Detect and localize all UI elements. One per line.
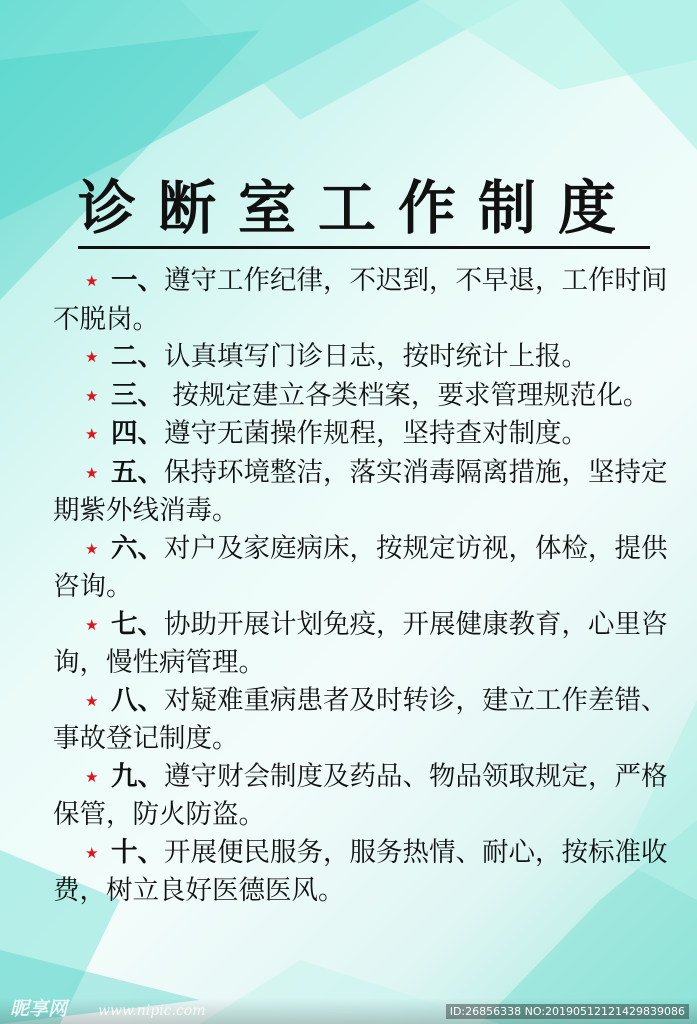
rule-text: 开展便民服务，服务热情、耐心，按标准收费，树立良好医德医风。 bbox=[53, 836, 668, 906]
rule-item bbox=[53, 530, 679, 606]
rule-number: 三、 bbox=[111, 379, 164, 411]
rule-number: 九、 bbox=[111, 760, 164, 792]
red-star-icon: ★ bbox=[85, 348, 99, 366]
rule-item bbox=[53, 338, 679, 377]
red-star-icon: ★ bbox=[85, 463, 99, 482]
red-star-icon: ★ bbox=[85, 843, 99, 862]
rule-text: 对户及家庭病床，按规定访视，体检，提供咨询。 bbox=[53, 532, 668, 602]
rule-item bbox=[53, 262, 679, 338]
rule-text: 遵守无菌操作规程，坚持查对制度。 bbox=[164, 418, 588, 449]
watermark-logo: 昵享网 bbox=[10, 998, 68, 1020]
page-title: 诊断室工作制度 bbox=[78, 174, 639, 242]
red-star-icon: ★ bbox=[85, 386, 99, 405]
rule-number: 五、 bbox=[111, 456, 164, 488]
rule-item bbox=[53, 415, 679, 454]
watermark-bar bbox=[0, 998, 697, 1024]
rule-number: 一、 bbox=[111, 265, 164, 296]
rule-text: 协助开展计划免疫，开展健康教育，心里咨询，慢性病管理。 bbox=[53, 608, 668, 678]
rule-text: 保持环境整洁，落实消毒隔离措施，坚持定期紫外线消毒。 bbox=[53, 456, 668, 526]
red-star-icon: ★ bbox=[85, 767, 99, 786]
rule-number: 二、 bbox=[111, 341, 164, 372]
rule-text: 遵守工作纪律，不迟到，不早退，工作时间不脱岗。 bbox=[53, 265, 668, 335]
rule-number: 八、 bbox=[111, 684, 164, 716]
rule-text: 遵守财会制度及药品、物品领取规定，严格保管，防火防盗。 bbox=[53, 760, 668, 830]
rule-number: 十、 bbox=[111, 836, 164, 868]
rule-item bbox=[53, 758, 679, 834]
red-star-icon: ★ bbox=[85, 425, 99, 443]
watermark-url: www.nipic.com bbox=[98, 1003, 206, 1019]
rule-text: 对疑难重病患者及时转诊，建立工作差错、事故登记制度。 bbox=[53, 684, 668, 754]
rule-item bbox=[53, 682, 679, 758]
rule-number: 四、 bbox=[111, 418, 164, 449]
red-star-icon: ★ bbox=[85, 539, 99, 558]
rule-text: 按规定建立各类档案，要求管理规范化。 bbox=[164, 379, 650, 411]
rules-list bbox=[53, 262, 679, 910]
red-star-icon: ★ bbox=[85, 272, 99, 290]
rule-text: 认真填写门诊日志，按时统计上报。 bbox=[164, 341, 588, 372]
rule-item bbox=[53, 834, 679, 910]
watermark-id: ID:26856338 NO:20190512121429839086 bbox=[446, 1004, 689, 1019]
rule-number: 七、 bbox=[111, 608, 164, 640]
rule-item bbox=[53, 606, 679, 682]
rule-item bbox=[53, 377, 679, 416]
red-star-icon: ★ bbox=[85, 691, 99, 710]
title-underline bbox=[78, 246, 650, 249]
red-star-icon: ★ bbox=[85, 615, 99, 634]
rule-number: 六、 bbox=[111, 532, 164, 564]
title-block bbox=[78, 172, 656, 249]
rule-item bbox=[53, 454, 679, 530]
